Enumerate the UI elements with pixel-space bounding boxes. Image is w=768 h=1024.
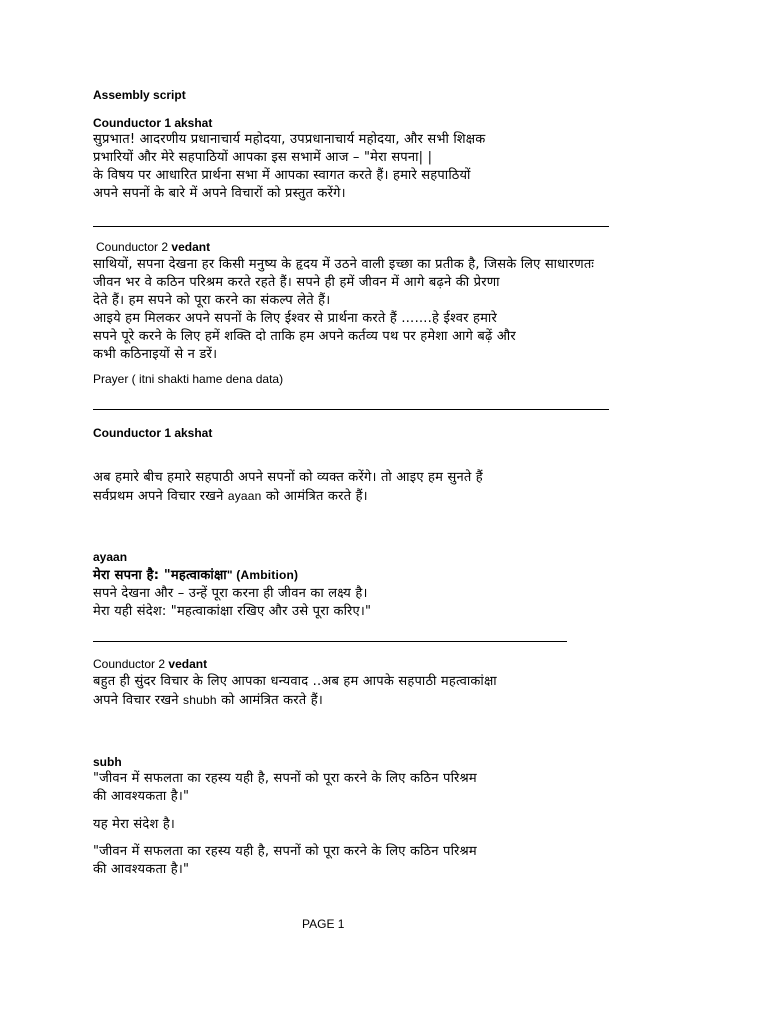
text-line: सपने पूरे करने के लिए हमें शक्ति दो ताकि हम अपने कर्तव्य पथ पर हमेशा आगे बढ़ें और [93,329,516,344]
paragraph-invite-shubh [93,673,693,710]
text-line: मेरा यही संदेश: "महत्वाकांक्षा रखिए और उसे पूरा करिए।" [93,604,372,619]
page-number: PAGE 1 [302,917,345,931]
text-line: आइये हम मिलकर अपने सपनों के लिए ईश्वर से प्रार्थना करते हैं …….हे ईश्वर हमारे [93,311,497,326]
speaker-label-conductor-1 [93,116,693,131]
speaker-name: vedant [168,657,208,671]
quote-one [93,770,693,806]
text-line: की आवश्यकता है।" [93,789,190,804]
paragraph-ayaan-speech [93,566,693,621]
divider-line [93,641,567,642]
divider-line [93,409,609,410]
text-line: की आवश्यकता है।" [93,862,190,877]
student-name: shubh [183,693,217,707]
divider-line [93,226,609,227]
text-fragment: महत्वाकांक्षा [170,568,227,583]
paragraph-welcome [93,131,693,203]
speaker-label-conductor-2 [93,657,693,672]
text-fragment: सर्वप्रथम अपने विचार रखने [93,489,228,504]
speaker-label-conductor-1: Counductor 1 akshat [93,426,213,440]
speaker-name: vedant [171,240,211,254]
speaker-label-ayaan: ayaan [93,550,128,564]
text-line [93,487,693,506]
paragraph-invite-ayaan [93,469,693,506]
text-line: जीवन भर वे कठिन परिश्रम करते रहते हैं। सपने ही हमें जीवन में आगे बढ़ने की प्रेरणा [93,275,500,290]
speaker-role: Counductor 2 [96,240,172,254]
text-line: "जीवन में सफलता का रहस्य यही है, सपनों को पूरा करने के लिए कठिन परिश्रम [93,844,477,859]
text-line [93,566,693,585]
paragraph-dreams-intro [93,256,693,364]
text-line: कभी कठिनाइयों से न डरें। [93,347,218,362]
speaker-role: Counductor 2 [93,657,169,671]
text-line: साथियों, सपना देखना हर किसी मनुष्य के हृदय में उठने वाली इच्छा का प्रतीक है, जिसके लिए साधारणतः [93,257,595,272]
text-fragment: अपने विचार रखने [93,693,184,708]
text-line: प्रभारियों और मेरे सहपाठियों आपका इस सभामें आज – "मेरा सपना| | [93,150,433,165]
quote-two [93,843,693,879]
prayer-note: Prayer ( itni shakti hame dena data) [93,372,284,386]
speaker-label-conductor-2 [96,240,696,255]
speaker-role: Counductor 1 [93,116,175,130]
text-fragment: को आमंत्रित करते हैं। [216,693,323,708]
speaker-name: akshat [174,116,213,130]
text-fragment: " (Ambition) [226,568,299,582]
text-line: के विषय पर आधारित प्रार्थना सभा में आपका स्वागत करते हैं। हमारे सहपाठियों [93,168,471,183]
text-fragment: को आमंत्रित करते हैं। [261,489,368,504]
text-line: देते हैं। हम सपने को पूरा करने का संकल्प लेते हैं। [93,293,331,308]
text-line: अब हमारे बीच हमारे सहपाठी अपने सपनों को व्यक्त करेंगे। तो आइए हम सुनते हैं [93,470,483,485]
text-line: सुप्रभात! आदरणीय प्रधानाचार्य महोदया, उपप्रधानाचार्य महोदया, और सभी शिक्षक [93,132,486,147]
text-fragment: मेरा सपना है: " [93,568,171,583]
document-title: Assembly script [93,88,186,102]
text-line: "जीवन में सफलता का रहस्य यही है, सपनों को पूरा करने के लिए कठिन परिश्रम [93,771,477,786]
message-line: यह मेरा संदेश है। [93,817,176,832]
text-line [93,691,693,710]
text-line: बहुत ही सुंदर विचार के लिए आपका धन्यवाद ..अब हम आपके सहपाठी महत्वाकांक्षा [93,674,497,689]
text-line: सपने देखना और – उन्हें पूरा करना ही जीवन का लक्ष्य है। [93,586,368,601]
text-line: अपने सपनों के बारे में अपने विचारों को प्रस्तुत करेंगे। [93,186,346,201]
student-name: ayaan [227,489,262,503]
speaker-label-subh: subh [93,755,122,769]
